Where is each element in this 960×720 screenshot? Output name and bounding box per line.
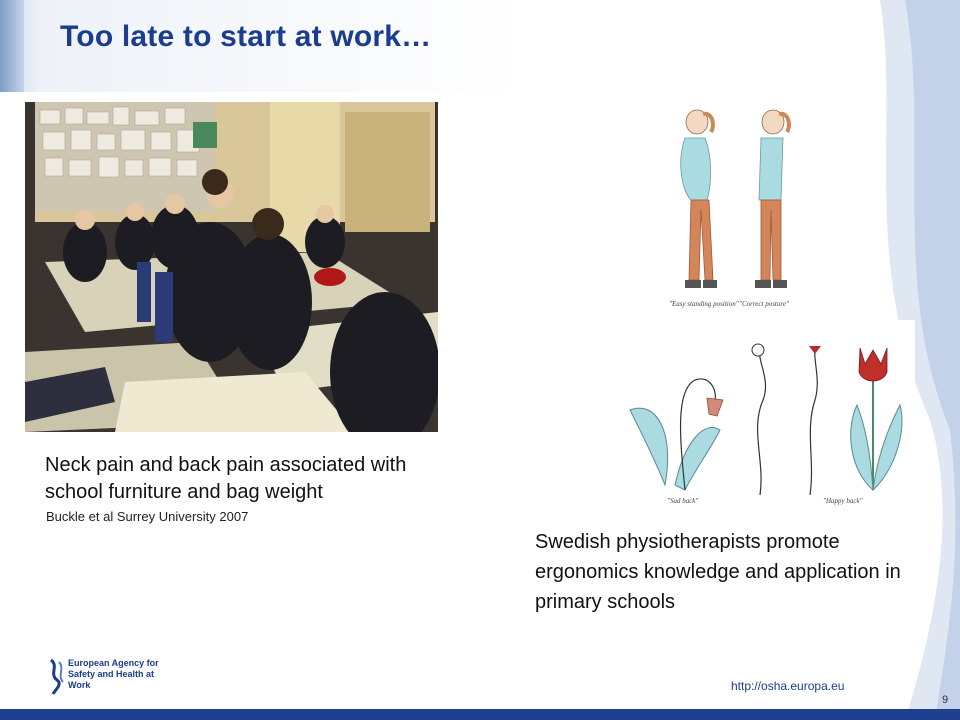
page-number: 9 — [942, 694, 949, 706]
slide-title: Too late to start at work… — [60, 20, 432, 53]
right-caption: Swedish physiotherapists promote ergonomics knowledge and application in primary schools — [535, 531, 901, 613]
correct-posture-figure — [755, 110, 789, 288]
easy-standing-figure — [681, 110, 717, 288]
plant-label-2: "Happy back" — [823, 497, 863, 505]
plant-illustration-panel — [625, 320, 915, 515]
citation: Buckle et al Surrey University 2007 — [46, 509, 249, 524]
posture-label-1: "Easy standing position" — [669, 300, 739, 308]
bottom-bar — [0, 709, 960, 720]
logo-text: European Agency for Safety and Health at Work — [68, 658, 159, 690]
posture-label-2: "Correct posture" — [739, 300, 789, 308]
classroom-photo — [25, 102, 438, 432]
posture-illustration — [655, 100, 815, 325]
plant-label-1: "Sad back" — [667, 497, 699, 505]
left-caption: Neck pain and back pain associated with school furniture and bag weight — [45, 454, 407, 503]
website-link[interactable]: http://osha.europa.eu — [731, 679, 845, 693]
